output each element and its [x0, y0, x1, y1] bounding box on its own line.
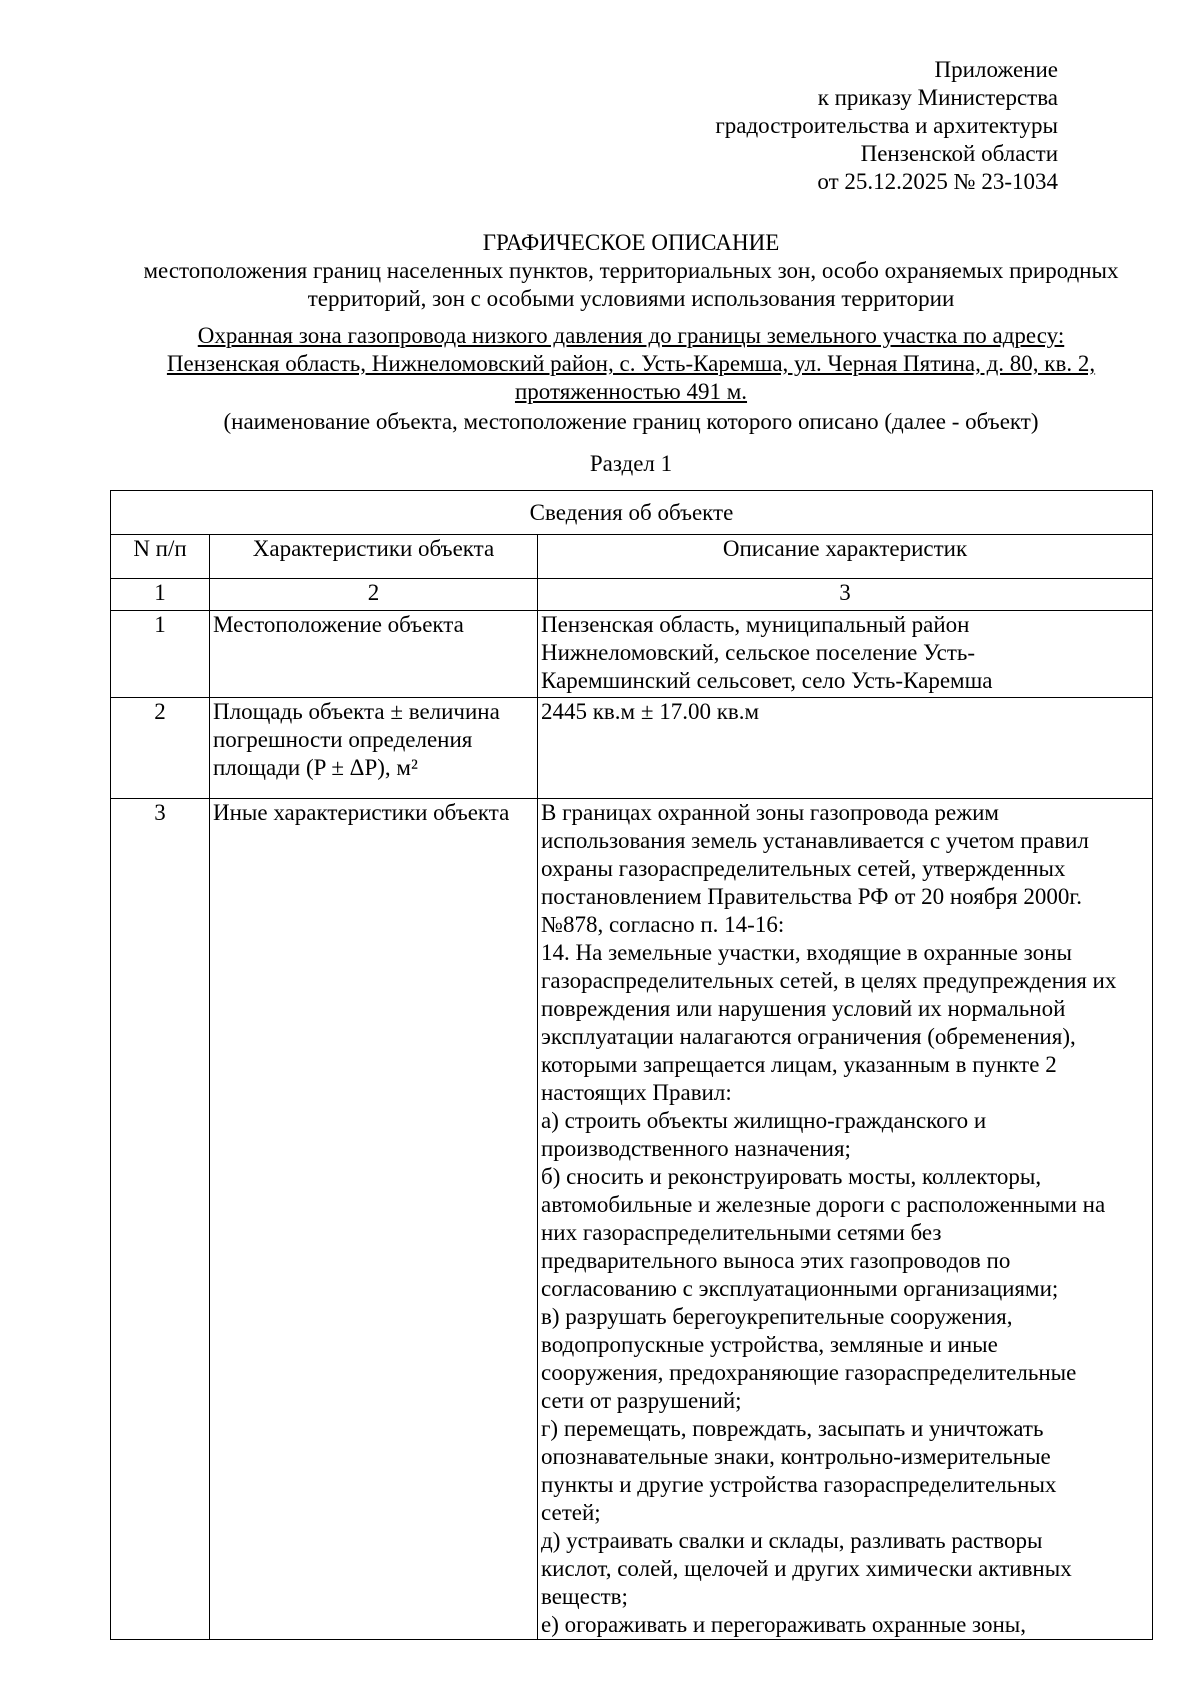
characteristic-line: Площадь объекта ± величина — [213, 699, 500, 724]
column-number: 3 — [538, 579, 1153, 611]
description-line: автомобильные и железные дороги с расположенными на — [541, 1192, 1106, 1217]
characteristic-line: площади (P ± ΔP), м² — [213, 755, 418, 780]
document-subtitle — [0, 257, 1200, 313]
row-description — [538, 799, 1153, 1640]
row-description — [538, 611, 1153, 698]
table-header-row — [111, 535, 1153, 579]
description-line: сетей; — [541, 1500, 601, 1525]
description-line: е) огораживать и перегораживать охранные зоны, — [541, 1612, 1026, 1637]
description-line: эксплуатации налагаются ограничения (обременения), — [541, 1024, 1076, 1049]
appendix-line: к приказу Министерства — [817, 85, 1058, 110]
appendix-line: Пензенской области — [860, 141, 1058, 166]
column-number-row — [111, 579, 1153, 611]
appendix-block — [715, 56, 1058, 196]
description-line: а) строить объекты жилищно-гражданского и — [541, 1108, 987, 1133]
object-name-line: протяженностью 491 м. — [514, 379, 748, 404]
row-characteristic: Местоположение объекта — [210, 611, 538, 698]
header-cell-description: Описание характеристик — [538, 535, 1153, 579]
column-number: 1 — [111, 579, 210, 611]
object-caption: (наименование объекта, местоположение границ которого описано (далее - объект) — [223, 409, 1039, 434]
subtitle-line: территорий, зон с особыми условиями использования территории — [307, 286, 955, 311]
table-caption: Сведения об объекте — [111, 491, 1153, 535]
object-info-table — [110, 490, 1153, 1640]
description-line: В границах охранной зоны газопровода режим — [541, 800, 999, 825]
table-row — [111, 698, 1153, 799]
description-line: сооружения, предохраняющие газораспределительные — [541, 1360, 1077, 1385]
description-line: которыми запрещается лицам, указанным в пункте 2 — [541, 1052, 1057, 1077]
description-line: них газораспределительными сетями без — [541, 1220, 942, 1245]
appendix-line: от 25.12.2025 № 23-1034 — [817, 169, 1058, 194]
object-name — [0, 322, 1200, 406]
description-line: Нижнеломовский, сельское поселение Усть- — [541, 640, 976, 665]
description-line: согласованию с эксплуатационными организациями; — [541, 1276, 1059, 1301]
object-name-line: Охранная зона газопровода низкого давления до границы земельного участка по адресу: — [197, 323, 1065, 348]
object-name-line: Пензенская область, Нижнеломовский район, с. Усть-Каремша, ул. Черная Пятина, д. 80, кв. 2, — [166, 351, 1096, 376]
table-row — [111, 799, 1153, 1640]
appendix-line: Приложение — [934, 57, 1058, 82]
description-line: б) сносить и реконструировать мосты, коллекторы, — [541, 1164, 1042, 1189]
description-line: охраны газораспределительных сетей, утвержденных — [541, 856, 1066, 881]
description-line: 14. На земельные участки, входящие в охранные зоны — [541, 940, 1072, 965]
row-number: 2 — [111, 698, 210, 799]
description-line: 2445 кв.м ± 17.00 кв.м — [541, 699, 760, 724]
header-cell-num: N п/п — [111, 535, 210, 579]
description-line: в) разрушать берегоукрепительные сооружения, — [541, 1304, 1013, 1329]
row-description — [538, 698, 1153, 799]
description-line: сети от разрушений; — [541, 1388, 742, 1413]
description-line: повреждения или нарушения условий их нормальной — [541, 996, 1066, 1021]
characteristic-line: погрешности определения — [213, 727, 473, 752]
description-line: веществ; — [541, 1584, 628, 1609]
row-characteristic: Иные характеристики объекта — [210, 799, 538, 1640]
document-title: ГРАФИЧЕСКОЕ ОПИСАНИЕ — [482, 230, 780, 255]
subtitle-line: местоположения границ населенных пунктов, территориальных зон, особо охраняемых природных — [143, 258, 1119, 283]
description-line: использования земель устанавливается с учетом правил — [541, 828, 1089, 853]
header-cell-characteristics: Характеристики объекта — [210, 535, 538, 579]
description-line: опознавательные знаки, контрольно-измерительные — [541, 1444, 1051, 1469]
row-characteristic — [210, 698, 538, 799]
description-line: газораспределительных сетей, в целях предупреждения их — [541, 968, 1117, 993]
description-line: кислот, солей, щелочей и других химически активных — [541, 1556, 1072, 1581]
column-number: 2 — [210, 579, 538, 611]
description-line: Каремшинский сельсовет, село Усть-Каремша — [541, 668, 993, 693]
table-row — [111, 611, 1153, 698]
description-line: пункты и другие устройства газораспределительных — [541, 1472, 1057, 1497]
table-caption-row — [111, 491, 1153, 535]
row-number: 1 — [111, 611, 210, 698]
description-line: предварительного выноса этих газопроводов по — [541, 1248, 1011, 1273]
section-title: Раздел 1 — [589, 451, 673, 476]
description-line: д) устраивать свалки и склады, разливать растворы — [541, 1528, 1043, 1553]
description-line: постановлением Правительства РФ от 20 ноября 2000г. — [541, 884, 1082, 909]
description-line: №878, согласно п. 14-16: — [541, 912, 785, 937]
description-line: водопропускные устройства, земляные и иные — [541, 1332, 998, 1357]
description-line: производственного назначения; — [541, 1136, 851, 1161]
row-number: 3 — [111, 799, 210, 1640]
appendix-line: градостроительства и архитектуры — [715, 113, 1058, 138]
description-line: г) перемещать, повреждать, засыпать и уничтожать — [541, 1416, 1044, 1441]
description-line: настоящих Правил: — [541, 1080, 732, 1105]
description-line: Пензенская область, муниципальный район — [541, 612, 970, 637]
